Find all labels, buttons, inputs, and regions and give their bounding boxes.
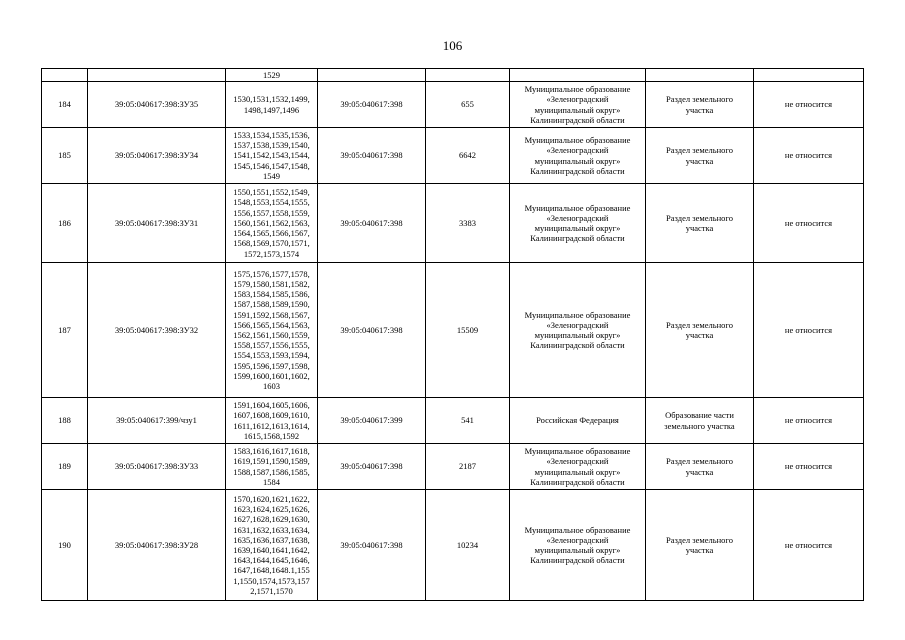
cell-method: Образование части земельного участка	[646, 398, 754, 444]
cell-num: 184	[42, 82, 88, 128]
cell-cadastral: 39:05:040617:398:ЗУ34	[88, 128, 226, 184]
cell-owner: Муниципальное образование «Зеленоградский муниципальный округ» Калининградской области	[510, 263, 646, 398]
cell-num: 186	[42, 184, 88, 263]
cell-owner: Муниципальное образование «Зеленоградский муниципальный округ» Калининградской области	[510, 490, 646, 601]
cell-parent: 39:05:040617:398	[318, 444, 426, 490]
table-row	[42, 128, 864, 184]
cell-category: не относится	[754, 82, 864, 128]
cell-area: 655	[426, 82, 510, 128]
cell-cadastral	[88, 69, 226, 82]
cell-source-plots: 1583,1616,1617,1618, 1619,1591,1590,1589, 1588,1587,1586,1585, 1584	[226, 444, 318, 490]
cell-cadastral: 39:05:040617:398:ЗУ31	[88, 184, 226, 263]
cell-category: не относится	[754, 184, 864, 263]
cell-num: 187	[42, 263, 88, 398]
table-row	[42, 184, 864, 263]
cell-source-plots: 1575,1576,1577,1578, 1579,1580,1581,1582, 1583,1584,1585,1586, 1587,1588,1589,1590, 1591,1592,1568,1567, 1566,1565,1564,1563, 1562,1561,1560,1559, 1558,1557,1556,1555, 1554,1553,1593,1594, 1595,1596,1597,1598, 1599,1600,1601,1602, 1603	[226, 263, 318, 398]
table-row-continuation	[42, 69, 864, 82]
cell-owner	[510, 69, 646, 82]
cell-area: 2187	[426, 444, 510, 490]
table-row	[42, 263, 864, 398]
cell-num: 185	[42, 128, 88, 184]
cell-parent: 39:05:040617:398	[318, 490, 426, 601]
cell-owner: Российская Федерация	[510, 398, 646, 444]
cell-area: 15509	[426, 263, 510, 398]
cell-category: не относится	[754, 263, 864, 398]
cell-parent: 39:05:040617:398	[318, 128, 426, 184]
cell-source-plots: 1529	[226, 69, 318, 82]
cell-owner: Муниципальное образование «Зеленоградский муниципальный округ» Калининградской области	[510, 128, 646, 184]
cell-parent: 39:05:040617:398	[318, 263, 426, 398]
cell-method: Раздел земельного участка	[646, 263, 754, 398]
cell-category: не относится	[754, 490, 864, 601]
cell-area	[426, 69, 510, 82]
cell-area: 6642	[426, 128, 510, 184]
cell-method: Раздел земельного участка	[646, 444, 754, 490]
cell-category: не относится	[754, 444, 864, 490]
cell-cadastral: 39:05:040617:399/чзу1	[88, 398, 226, 444]
cell-source-plots: 1570,1620,1621,1622, 1623,1624,1625,1626, 1627,1628,1629,1630, 1631,1632,1633,1634, 1635,1636,1637,1638, 1639,1640,1641,1642, 1643,1644,1645,1646, 1647,1648,1648.1,155 1,1550,1574,1573,157 2,1571,1570	[226, 490, 318, 601]
land-plots-table	[41, 68, 864, 601]
page-number: 106	[442, 38, 463, 53]
cell-cadastral: 39:05:040617:398:ЗУ33	[88, 444, 226, 490]
cell-area: 3383	[426, 184, 510, 263]
cell-category: не относится	[754, 128, 864, 184]
cell-parent: 39:05:040617:398	[318, 184, 426, 263]
cell-parent: 39:05:040617:399	[318, 398, 426, 444]
cell-method: Раздел земельного участка	[646, 184, 754, 263]
cell-source-plots: 1533,1534,1535,1536, 1537,1538,1539,1540, 1541,1542,1543,1544, 1545,1546,1547,1548, 1549	[226, 128, 318, 184]
cell-method	[646, 69, 754, 82]
table-row	[42, 444, 864, 490]
cell-source-plots: 1591,1604,1605,1606, 1607,1608,1609,1610, 1611,1612,1613,1614, 1615,1568,1592	[226, 398, 318, 444]
table-row	[42, 82, 864, 128]
cell-num	[42, 69, 88, 82]
cell-num: 190	[42, 490, 88, 601]
cell-source-plots: 1530,1531,1532,1499, 1498,1497,1496	[226, 82, 318, 128]
table-row	[42, 398, 864, 444]
cell-owner: Муниципальное образование «Зеленоградский муниципальный округ» Калининградской области	[510, 82, 646, 128]
cell-cadastral: 39:05:040617:398:ЗУ28	[88, 490, 226, 601]
cell-owner: Муниципальное образование «Зеленоградский муниципальный округ» Калининградской области	[510, 444, 646, 490]
cell-cadastral: 39:05:040617:398:ЗУ32	[88, 263, 226, 398]
cell-parent: 39:05:040617:398	[318, 82, 426, 128]
cell-num: 189	[42, 444, 88, 490]
cell-owner: Муниципальное образование «Зеленоградский муниципальный округ» Калининградской области	[510, 184, 646, 263]
table-body	[42, 69, 864, 601]
cell-num: 188	[42, 398, 88, 444]
cell-category	[754, 69, 864, 82]
cell-method: Раздел земельного участка	[646, 128, 754, 184]
table-row	[42, 490, 864, 601]
cell-source-plots: 1550,1551,1552,1549, 1548,1553,1554,1555, 1556,1557,1558,1559, 1560,1561,1562,1563, 1564,1565,1566,1567, 1568,1569,1570,1571, 1572,1573,1574	[226, 184, 318, 263]
cell-area: 10234	[426, 490, 510, 601]
cell-area: 541	[426, 398, 510, 444]
cell-cadastral: 39:05:040617:398:ЗУ35	[88, 82, 226, 128]
cell-parent	[318, 69, 426, 82]
cell-category: не относится	[754, 398, 864, 444]
cell-method: Раздел земельного участка	[646, 82, 754, 128]
cell-method: Раздел земельного участка	[646, 490, 754, 601]
